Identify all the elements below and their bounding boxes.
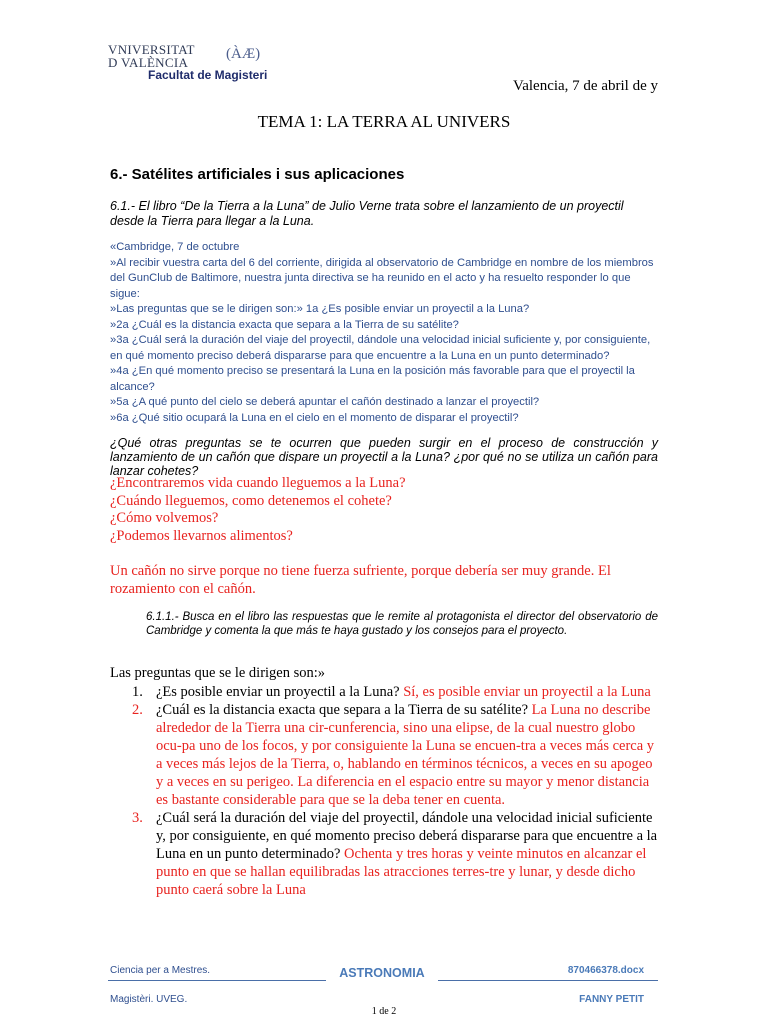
list-number: 1. — [132, 684, 143, 700]
list-item — [110, 809, 658, 899]
footer-filename: 870466378.docx — [567, 965, 644, 976]
quote-line: «Cambridge, 7 de octubre — [110, 241, 240, 253]
answer-questions-list — [110, 475, 406, 545]
list-item — [110, 683, 658, 701]
footer-institution: Magistèri. UVEG. — [110, 994, 188, 1005]
question-6-1-1: 6.1.1.- Busca en el libro las respuestas que le remite al protagonista el director del observatorio de Cambridge y comenta la que más te haya gustado y los consejos para el proyecto. — [146, 611, 658, 637]
question-6-1: 6.1.- El libro “De la Tierra a la Luna” de Julio Verne trata sobre el lanzamiento de un proyectil desde la Tierra para llegar a la Luna. — [110, 199, 624, 228]
page-number: 1 de 2 — [371, 1006, 397, 1017]
quote-line: »3a ¿Cuál será la duración del viaje del proyectil, dándole una velocidad inicial suficiente y, por consiguiente, en qué momento preciso deberá dispararse para que encuentre a la Luna en un punto determinado? — [110, 334, 651, 362]
university-logo — [108, 42, 298, 92]
answers-numbered-list — [110, 683, 658, 899]
footer-course: Ciencia per a Mestres. — [110, 965, 211, 976]
logo-emblem: (ÀÆ) — [226, 46, 261, 62]
section-heading: 6.- Satélites artificiales i sus aplicaciones — [110, 166, 405, 183]
footer-divider-right — [438, 980, 658, 981]
quote-line: »5a ¿A qué punto del cielo se deberá apuntar el cañón destinado a lanzar el proyectil? — [110, 396, 540, 408]
list-item — [110, 701, 658, 809]
quote-line: »Las preguntas que se le dirigen son:» 1a ¿Es posible enviar un proyectil a la Luna? — [110, 303, 530, 315]
answer-canon: Un cañón no sirve porque no tiene fuerza sufriente, porque debería ser muy grande. El rozamiento con el cañón. — [110, 563, 611, 597]
list-intro: Las preguntas que se le dirigen son:» — [110, 665, 326, 681]
question-other: ¿Qué otras preguntas se te ocurren que pueden surgir en el proceso de construcción y lanzamiento de un cañón que dispare un proyectil a la Luna? ¿por qué no se utiliza un cañón para lanzar cohetes? — [110, 436, 658, 478]
footer-divider-left — [108, 980, 326, 981]
list-question: ¿Es posible enviar un proyectil a la Luna? — [156, 684, 400, 700]
list-question: ¿Cuál será la duración del viaje del proyectil, dándole una velocidad inicial suficiente y, por consiguiente, en qué momento preciso deberá dispararse para que encuentre a la Luna en un punto determinado? — [156, 810, 658, 862]
quote-line: »6a ¿Qué sitio ocupará la Luna en el cielo en el momento de disparar el proyectil? — [110, 411, 519, 424]
page-title: TEMA 1: LA TERRA AL UNIVERS — [257, 112, 511, 131]
list-answer: Sí, es posible enviar un proyectil a la Luna — [399, 684, 651, 700]
verne-quote — [110, 240, 660, 426]
logo-line-1: VNIVERSITAT — [108, 42, 195, 57]
footer-subject: ASTRONOMIA — [339, 966, 425, 980]
answer-line: ¿Podemos llevarnos alimentos? — [110, 527, 293, 544]
list-answer: La Luna no describe alrededor de la Tierra una cir-cunferencia, sino una elipse, de la cual nuestro globo ocu-pa uno de los focos, y por consiguiente la Luna se encuen-tra a veces más cerca y a veces más lejos de la Tierra, o, hablando en términos técnicos, a veces en su apogeo y a veces en su perigeo. La diferencia en el espacio entre su mayor y menor distancia es bastante considerable para que se la deba tener en cuenta. — [156, 702, 655, 808]
list-answer: Ochenta y tres horas y veinte minutos en alcanzar el punto en que se hallan equilibradas las atracciones terres-tre y lunar, y desde dicho punto caerá sobre la Luna — [156, 846, 647, 898]
answer-line: ¿Cómo volvemos? — [110, 510, 219, 526]
answer-line: ¿Cuándo lleguemos, como detenemos el cohete? — [110, 492, 392, 509]
quote-line: »4a ¿En qué momento preciso se presentará la Luna en la posición más favorable para que el proyectil la alcance? — [110, 365, 635, 393]
logo-faculty: Facultat de Magisteri — [148, 68, 268, 82]
answer-line: ¿Encontraremos vida cuando lleguemos a la Luna? — [110, 475, 406, 491]
list-number: 3. — [132, 810, 143, 826]
logo-line-2: D VALÈNCIA — [108, 55, 189, 70]
quote-line: »Al recibir vuestra carta del 6 del corriente, dirigida al observatorio de Cambridge en nombre de los miembros del GunClub de Baltimore, nuestra junta directiva se ha reunido en el acto y ha resuelto responder lo que sigue: — [110, 256, 654, 300]
footer-author: FANNY PETIT — [579, 994, 644, 1005]
quote-line: »2a ¿Cuál es la distancia exacta que separa a la Tierra de su satélite? — [110, 318, 459, 331]
document-date: Valencia, 7 de abril de y — [513, 78, 658, 94]
list-number: 2. — [132, 702, 143, 718]
list-question: ¿Cuál es la distancia exacta que separa a la Tierra de su satélite? — [156, 702, 529, 718]
